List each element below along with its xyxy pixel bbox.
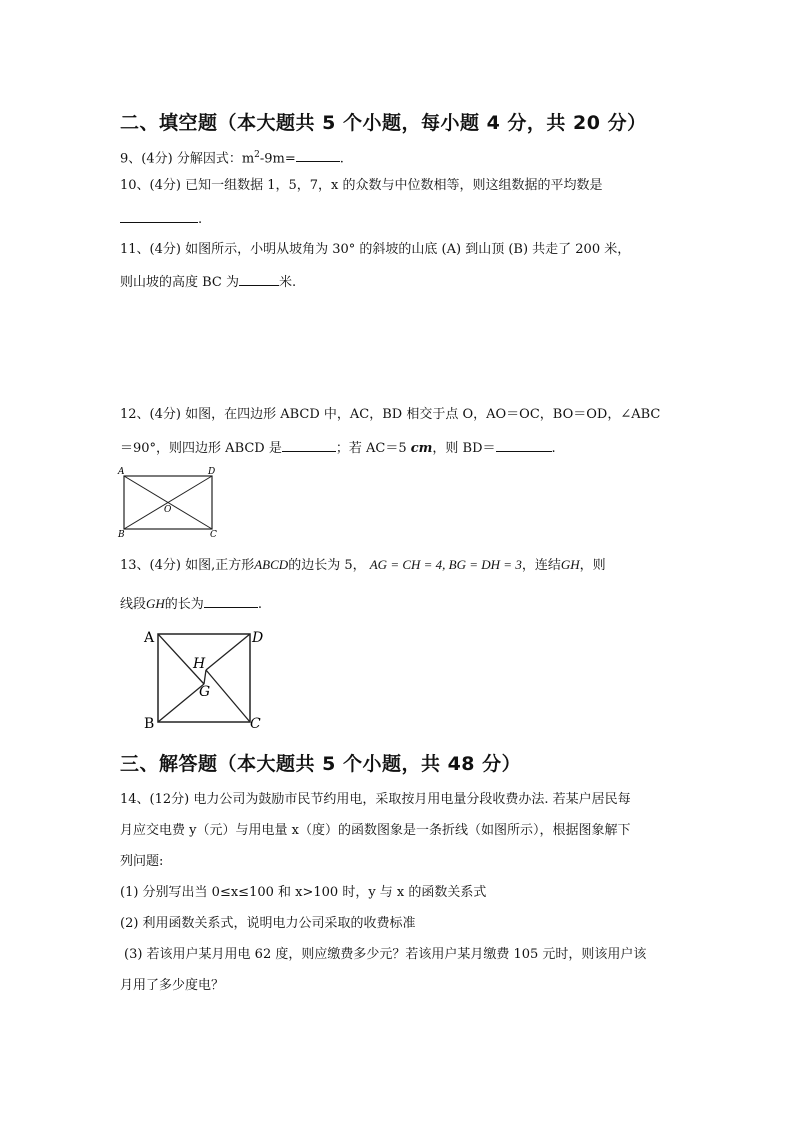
- question-10-line1: 10、(4分) 已知一组数据 1，5，7，x 的众数与中位数相等，则这组数据的平均数是: [120, 178, 603, 193]
- q13-text-e: 线段: [120, 597, 147, 612]
- section-3-title: 三、解答题（本大题共 5 个小题，共 48 分）: [120, 753, 522, 775]
- q12-text-b: ；若 AC＝5: [335, 441, 411, 456]
- q13-square-shape: [158, 634, 250, 722]
- q13-segment-dh: [206, 634, 250, 670]
- question-12-line2: [120, 438, 556, 457]
- q13-equation: AG = CH = 4, BG = DH = 3: [369, 557, 522, 572]
- q13-square-figure: [138, 624, 278, 732]
- q12-text-c: ，则 BD＝: [432, 441, 496, 456]
- q12-answer-blank-1[interactable]: [282, 438, 336, 452]
- question-14-line1: 14、(12分) 电力公司为鼓励市民节约用电，采取按月用电量分段收费办法. 若某户居民每: [120, 792, 631, 807]
- q13-label-h: H: [193, 656, 206, 672]
- q13-segment-bg: [158, 684, 204, 722]
- q13-answer-blank[interactable]: [204, 594, 258, 608]
- q9-answer-blank[interactable]: [296, 148, 340, 162]
- q11-answer-blank[interactable]: [239, 272, 279, 286]
- q13-gh: GH: [560, 557, 580, 572]
- q9-prefix: 9、(4分) 分解因式：m: [120, 151, 255, 167]
- q13-gh-2: GH: [146, 596, 165, 611]
- q13-label-c: C: [250, 716, 261, 732]
- question-13-line2: [120, 594, 262, 613]
- question-12-line1: 12、(4分) 如图，在四边形 ABCD 中，AC，BD 相交于点 O，AO＝OC，BO＝OD，∠ABC: [120, 407, 661, 422]
- q13-text-b: 的边长为 5，: [288, 558, 366, 573]
- q12-unit: cm: [410, 441, 433, 456]
- q9-sup: 2: [254, 150, 260, 160]
- q13-text-d: ，则: [579, 558, 606, 573]
- q13-text-f: 的长为: [164, 597, 204, 612]
- q10-answer-blank[interactable]: [120, 209, 198, 223]
- q13-segment-gh: [204, 670, 206, 684]
- q12-label-a: A: [118, 467, 125, 477]
- question-14-part2: (2) 利用函数关系式，说明电力公司采取的收费标准: [120, 916, 416, 931]
- q12-label-b: B: [118, 530, 125, 538]
- q12-answer-blank-2[interactable]: [496, 438, 552, 452]
- q12-rectangle-figure: [116, 464, 220, 538]
- section-2-title: 二、填空题（本大题共 5 个小题，每小题 4 分，共 20 分）: [120, 112, 647, 134]
- question-11-line1: 11、(4分) 如图所示，小明从坡角为 30° 的斜坡的山底 (A) 到山顶 (B) 共走了 200 米，: [120, 242, 631, 257]
- q13-text-a: 13、(4分) 如图,正方形: [120, 558, 255, 573]
- q13-label-a: A: [144, 630, 155, 646]
- q13-segment-ch: [206, 670, 250, 722]
- q13-label-b: B: [144, 716, 155, 732]
- q9-suffix: -9m=: [259, 151, 296, 167]
- q11-text-b: 米.: [279, 275, 297, 290]
- question-14-part3-line1: (3) 若该用户某月用电 62 度，则应缴费多少元？若该用户某月缴费 105 元时，则该用户该: [124, 947, 647, 962]
- question-14-line2: 月应交电费 y（元）与用电量 x（度）的函数图象是一条折线（如图所示），根据图象解下: [120, 823, 631, 838]
- question-10-line2: [120, 209, 202, 228]
- q11-text-a: 则山坡的高度 BC 为: [120, 275, 240, 290]
- q12-label-c: C: [210, 530, 217, 538]
- q13-abcd: ABCD: [254, 557, 289, 572]
- q10-end: .: [198, 212, 203, 227]
- question-11-line2: [120, 272, 296, 291]
- question-13-line1: [120, 557, 606, 574]
- q9-end: .: [339, 151, 344, 167]
- q13-end: .: [257, 597, 262, 612]
- q13-label-d: D: [252, 630, 264, 646]
- q12-label-d: D: [208, 467, 216, 477]
- q12-end: .: [551, 441, 556, 456]
- question-9: [120, 147, 344, 167]
- question-14-part1: (1) 分别写出当 0≤x≤100 和 x>100 时，y 与 x 的函数关系式: [120, 885, 487, 900]
- question-14-line3: 列问题:: [120, 854, 164, 869]
- q13-text-c: ，连结: [521, 558, 561, 573]
- q12-label-o: O: [164, 505, 172, 515]
- q12-text-a: ＝90°，则四边形 ABCD 是: [120, 441, 282, 456]
- q13-label-g: G: [199, 684, 211, 700]
- question-14-part3-line2: 月用了多少度电？: [120, 978, 225, 993]
